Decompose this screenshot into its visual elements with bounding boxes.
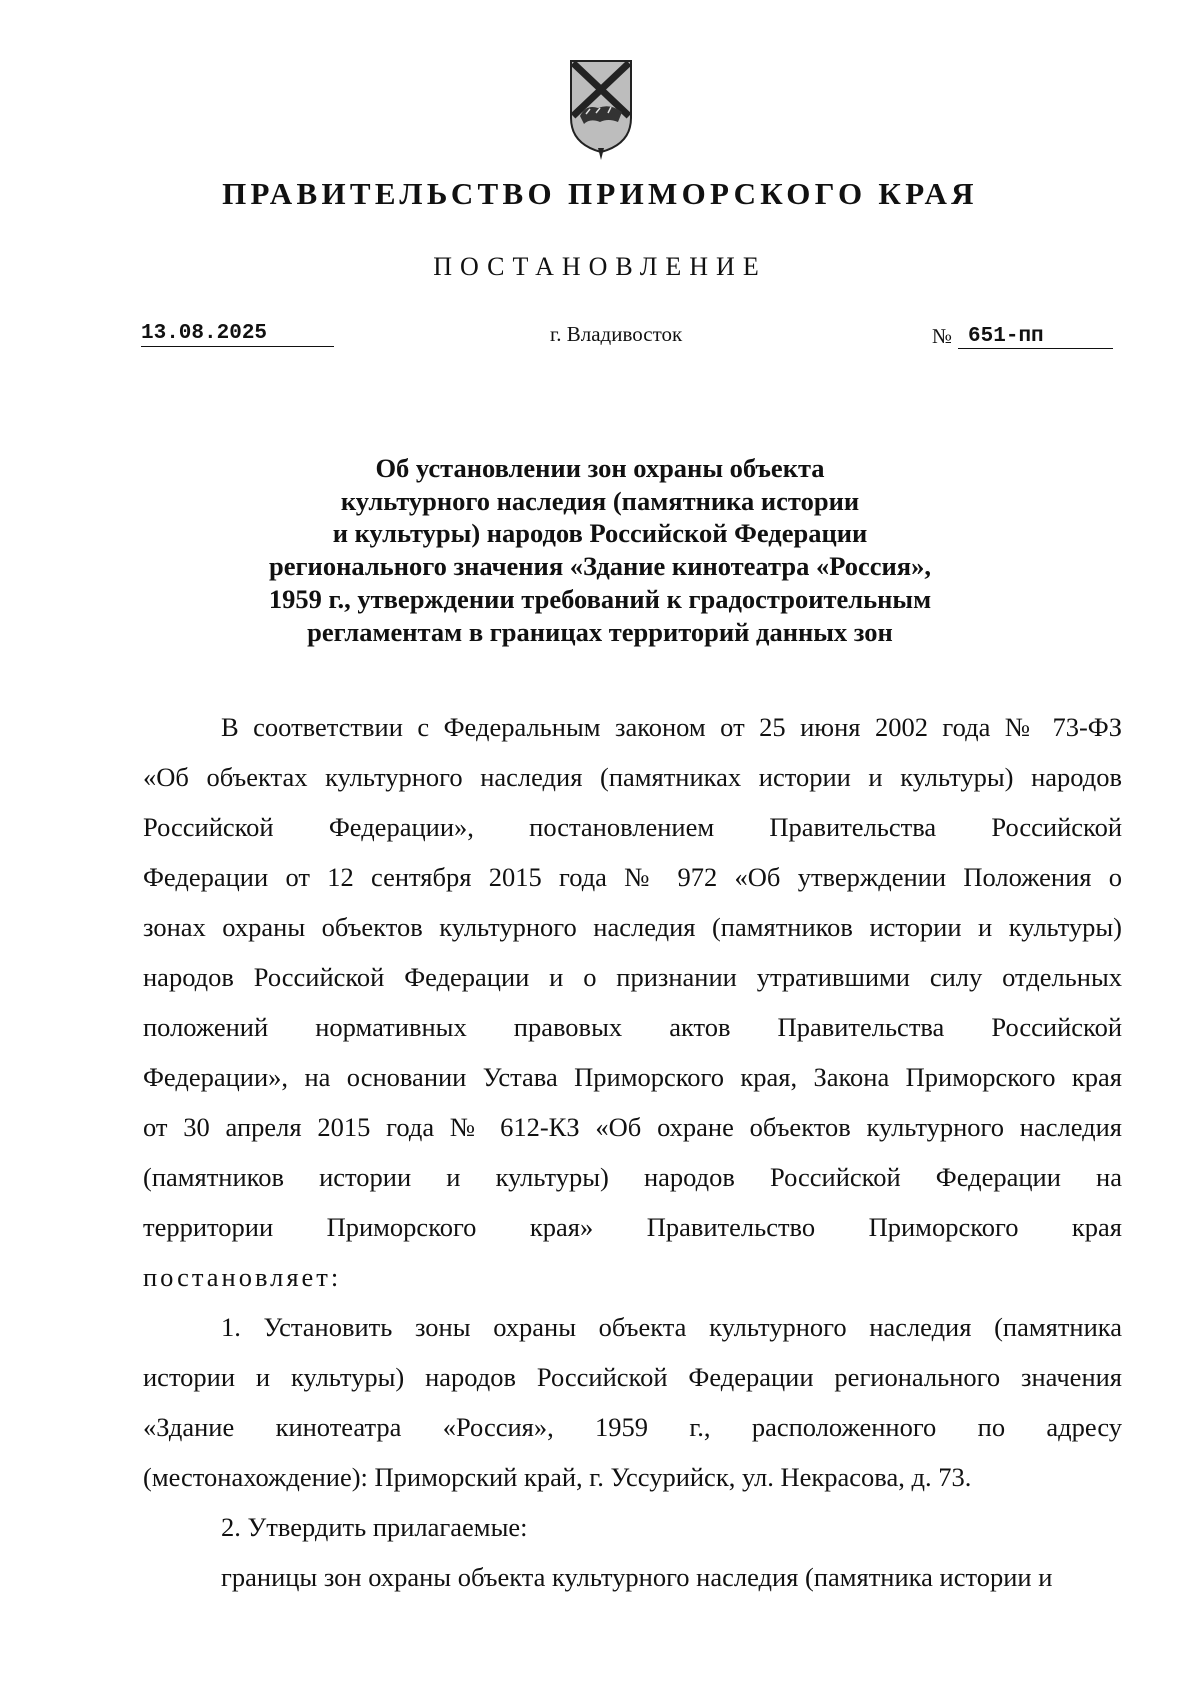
body-line: границы зон охраны объекта культурного наследия (памятника истории и <box>221 1562 1053 1592</box>
document-type: ПОСТАНОВЛЕНИЕ <box>433 252 767 281</box>
body-line: положений нормативных правовых актов Правительства Российской <box>143 1012 1122 1042</box>
subject-line: культурного наследия (памятника истории <box>340 485 860 516</box>
document-subject <box>0 452 1200 648</box>
subject-line: Об установлении зон охраны объекта <box>375 453 825 483</box>
subject-line: и культуры) народов Российской Федерации <box>332 518 868 549</box>
subject-line: 1959 г., утверждении требований к градостроительным <box>268 583 932 614</box>
body-line: народов Российской Федерации и о признании утратившими силу отдельных <box>143 962 1122 992</box>
coat-of-arms-icon <box>566 56 636 166</box>
document-number: 651-пп <box>958 325 1113 349</box>
body-line: «Здание кинотеатра «Россия», 1959 г., расположенного по адресу <box>143 1412 1122 1442</box>
body-line: (памятников истории и культуры) народов Российской Федерации на <box>143 1162 1122 1192</box>
government-title: ПРАВИТЕЛЬСТВО ПРИМОРСКОГО КРАЯ <box>222 176 978 211</box>
document-number-field <box>932 322 1113 349</box>
body-line: Российской Федерации», постановлением Правительства Российской <box>143 812 1122 842</box>
body-line: В соответствии с Федеральным законом от 25 июня 2002 года № 73-ФЗ <box>221 712 1122 742</box>
body-line: зонах охраны объектов культурного наследия (памятников истории и культуры) <box>143 912 1122 942</box>
document-body <box>143 702 1122 1602</box>
body-line: территории Приморского края» Правительство Приморского края <box>143 1212 1122 1242</box>
body-line: истории и культуры) народов Российской Федерации регионального значения <box>143 1362 1122 1392</box>
body-line: 2. Утвердить прилагаемые: <box>221 1512 528 1542</box>
document-city: г. Владивосток <box>550 322 683 346</box>
number-sign: № <box>932 324 953 348</box>
body-line: 1. Установить зоны охраны объекта культурного наследия (памятника <box>221 1312 1122 1342</box>
document-date: 13.08.2025 <box>141 322 334 347</box>
subject-line: регионального значения «Здание кинотеатра «Россия», <box>269 551 931 582</box>
body-line: от 30 апреля 2015 года № 612-КЗ «Об охране объектов культурного наследия <box>143 1112 1122 1142</box>
body-line-resolves: постановляет: <box>143 1262 342 1292</box>
body-line: Федерации от 12 сентября 2015 года № 972 «Об утверждении Положения о <box>143 862 1122 892</box>
body-line: (местонахождение): Приморский край, г. Уссурийск, ул. Некрасова, д. 73. <box>143 1462 972 1492</box>
body-line: «Об объектах культурного наследия (памятниках истории и культуры) народов <box>143 762 1122 792</box>
body-line: Федерации», на основании Устава Приморского края, Закона Приморского края <box>143 1062 1122 1092</box>
subject-line: регламентам в границах территорий данных зон <box>307 616 893 647</box>
